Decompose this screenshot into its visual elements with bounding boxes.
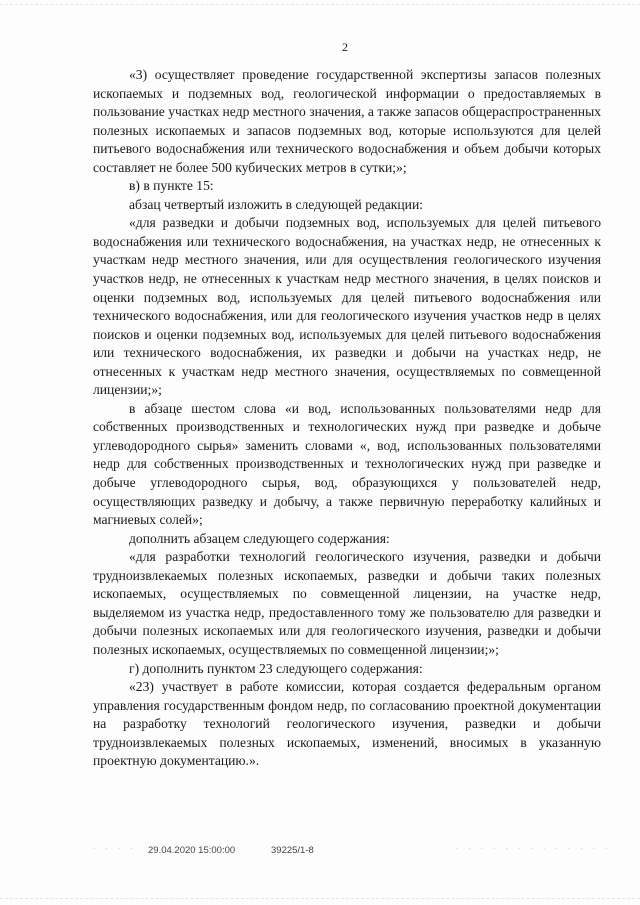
page-number: 2 (342, 40, 348, 54)
paragraph-fourth-abzac-intro: абзац четвертый изложить в следующей редакции: (129, 196, 424, 212)
footer-doc-number: 39225/1-8 (271, 845, 314, 856)
document-body (93, 66, 601, 771)
paragraph-point-15-heading: в) в пункте 15: (129, 178, 214, 194)
paragraph-point-23-intro: г) дополнить пунктом 23 следующего содержания: (129, 660, 423, 676)
scan-top-edge (0, 4, 640, 5)
paragraph-groundwater-text: «для разведки и добычи подземных вод, используемых для целей питьевого водоснабжения или технического водоснабжения, на участках недр, не отнесенных к участкам недр местного значения, или для осуществления геологического изучения участков недр, не отнесенных к участкам недр местного значения, в целях поисков и оценки подземных вод, используемых для целей питьевого водоснабжения или технического водоснабжения, или для геологического изучения участков недр в целях поисков и оценки подземных вод, используемых для целей питьевого водоснабжения или технического водоснабжения, их разведки и добычи на участках недр, не отнесенных к участкам недр местного значения, осуществляемых по совмещенной лицензии;»; (93, 215, 601, 398)
paragraph-point-23-text: «23) участвует в работе комиссии, которая создается федеральным органом управления государственным фондом недр, по согласованию проектной документации на разработку технологий геологического изучения, разведки и добычи трудноизвлекаемых полезных ископаемых, изменений, вносимых в указанную проектную документацию.». (93, 679, 601, 769)
paragraph-expertise: «3) осуществляет проведение государственной экспертизы запасов полезных ископаемых и подземных вод, геологической информации о предоставляемых в пользование участках недр местного значения, а также запасов общераспространенных полезных ископаемых и запасов подземных вод, которые используются для целей питьевого водоснабжения или технического водоснабжения и объем добычи которых составляет не более 500 кубических метров в сутки;»; (93, 67, 601, 175)
scan-bottom-edge (0, 898, 640, 899)
paragraph-hard-to-recover-text: «для разработки технологий геологического изучения, разведки и добычи трудноизвлекаемых полезных ископаемых, разведки и добычи таких полезных ископаемых, осуществляемых по совмещенной лицензии, на участке недр, выделяемом из участка недр, предоставленного тому же пользователю для разведки и добычи полезных ископаемых или для геологического изучения, разведки и добычи полезных ископаемых, осуществляемых по совмещенной лицензии;»; (93, 549, 601, 657)
footer-date: 29.04.2020 15:00:00 (148, 845, 236, 856)
paragraph-sixth-abzac-replacement: в абзаце шестом слова «и вод, использованных пользователями недр для собственных производственных и технологических нужд при разведке и добыче углеводородного сырья» заменить словами «, вод, использованных пользователями недр для собственных производственных и технологических нужд при разведке и добыче углеводородного сырья, вод, образующихся у пользователей недр, осуществляющих разведку и добычу, а также первичную переработку калийных и магниевых солей»; (93, 400, 601, 528)
scan-artifact-right: · · · · · · · · · · · · · (455, 845, 611, 853)
paragraph-add-abzac-intro: дополнить абзацем следующего содержания: (129, 530, 390, 546)
scan-artifact-left: · · · · (92, 845, 136, 853)
